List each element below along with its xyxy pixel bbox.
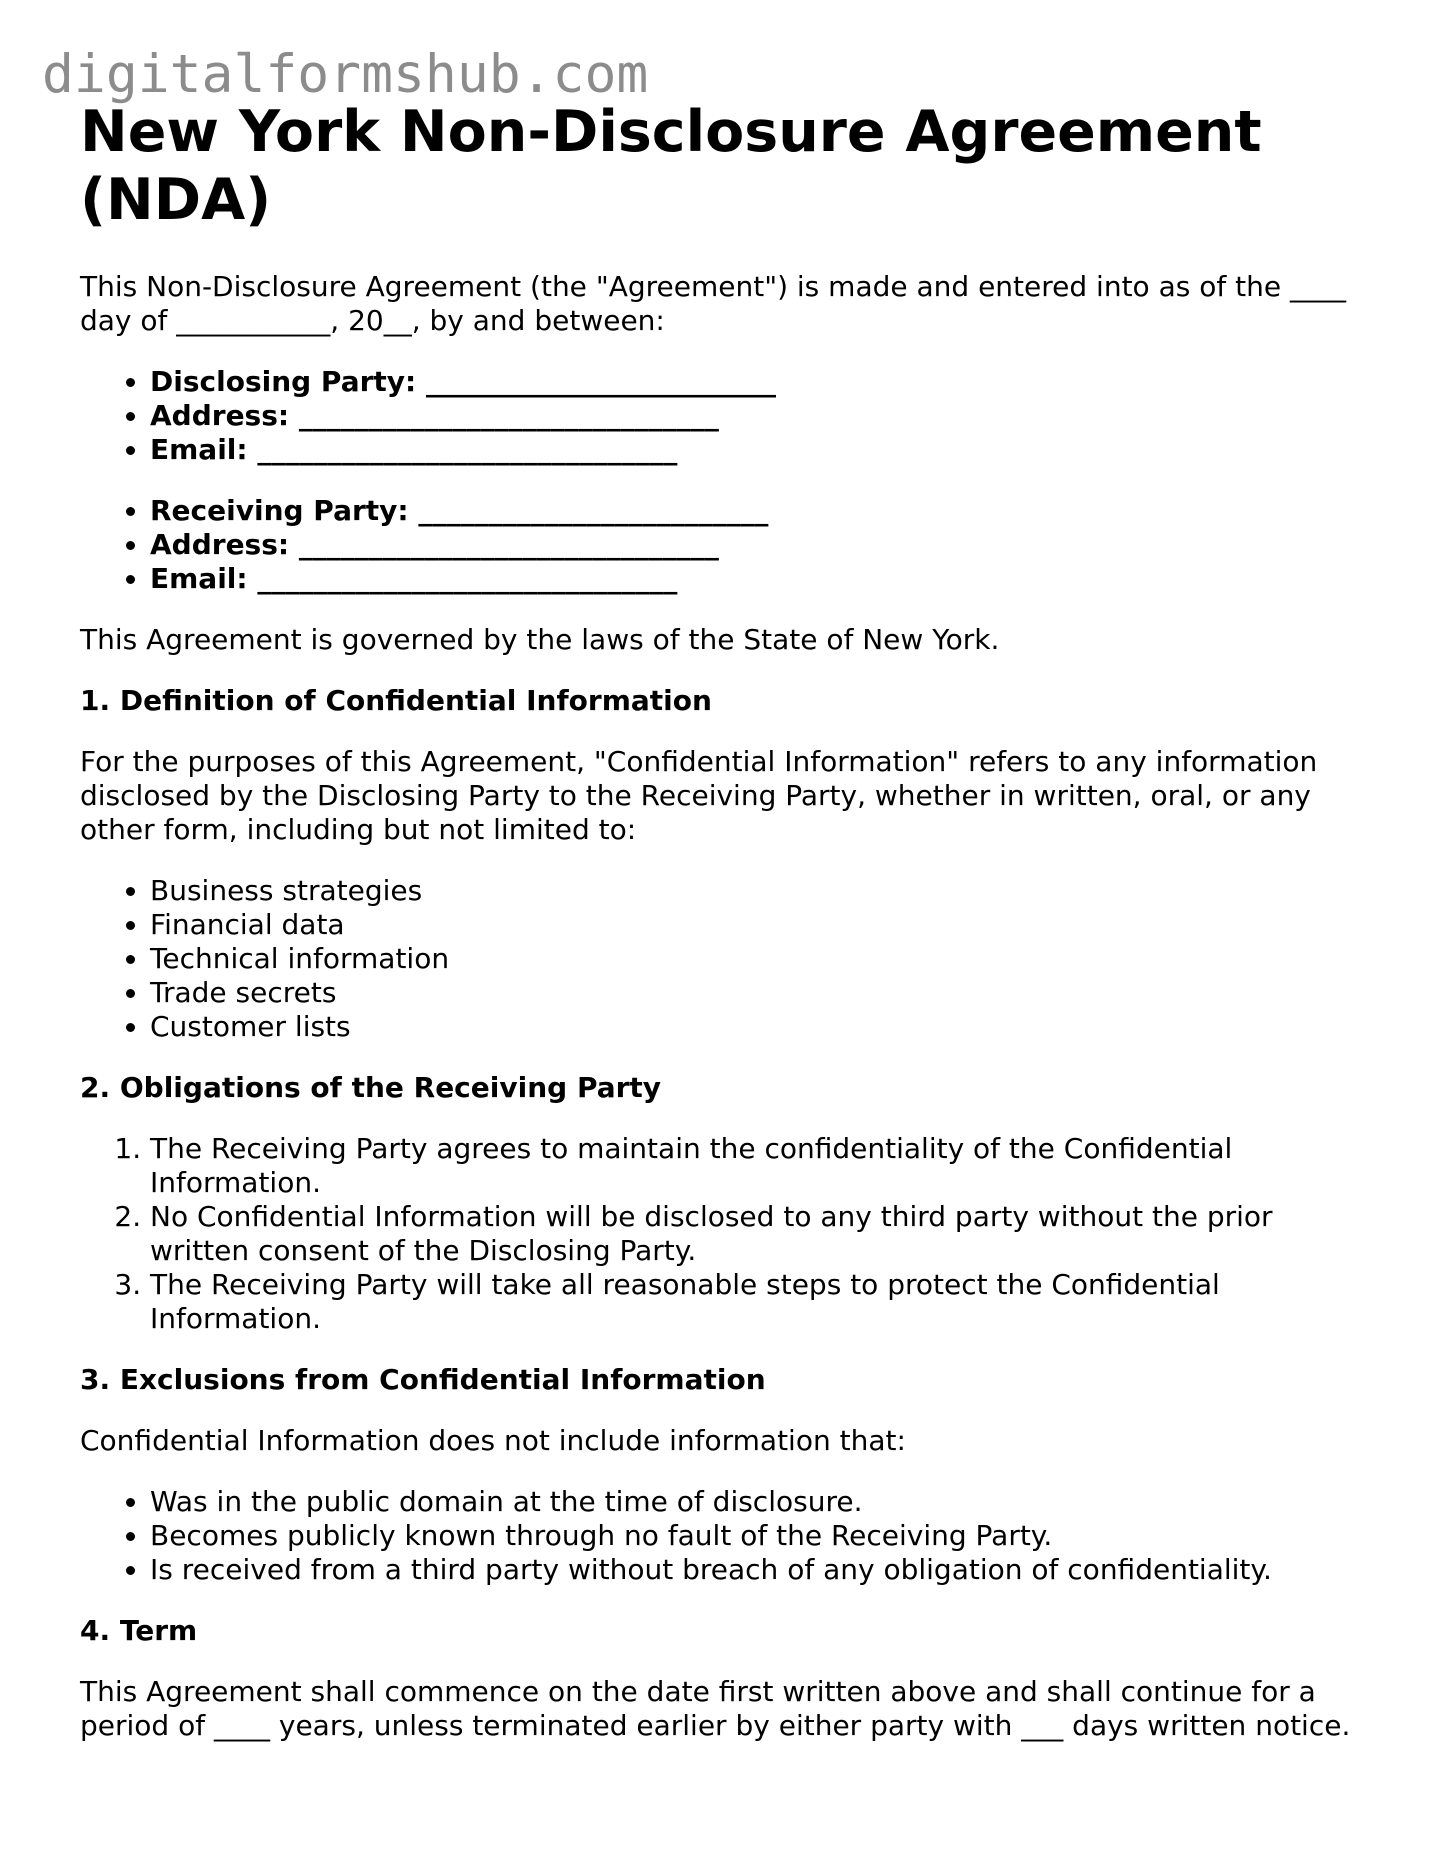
obligations-list [80,1132,1380,1336]
list-item: • Is received from a third party without breach of any obligation of confidentiality. [150,1553,1380,1587]
document-body [80,98,1380,1770]
disclosing-party-name-field: • Disclosing Party: _________________________ [150,365,1380,399]
list-item: • Business strategies [150,874,1380,908]
receiving-party-list [80,494,1380,596]
list-item: • Financial data [150,908,1380,942]
disclosing-party-list [80,365,1380,467]
watermark-text: digitalformshub.com [42,44,649,105]
list-item: • Was in the public domain at the time of disclosure. [150,1485,1380,1519]
section-4-heading: 4. Term [80,1614,198,1647]
list-item: 2. No Confidential Information will be disclosed to any third party without the prior written consent of the Disclosing Party. [150,1200,1380,1268]
list-item: 1. The Receiving Party agrees to maintain the confidentiality of the Confidential Information. [150,1132,1380,1200]
receiving-party-address-field: • Address: ______________________________ [150,528,1380,562]
section-1-text: For the purposes of this Agreement, "Confidential Information" refers to any information disclosed by the Disclosing Party to the Receiving Party, whether in written, oral, or any other form, including but not limited to: [80,745,1318,846]
document-title: New York Non-Disclosure Agreement (NDA) [80,99,1262,233]
section-2-heading: 2. Obligations of the Receiving Party [80,1071,662,1104]
section-1-heading: 1. Definition of Confidential Information [80,684,712,717]
intro-paragraph: This Non-Disclosure Agreement (the "Agreement") is made and entered into as of the ____ day of ___________, 20__, by and between: [80,270,1346,337]
receiving-party-name-field: • Receiving Party: _________________________ [150,494,1380,528]
section-4-text: This Agreement shall commence on the date first written above and shall continue for a period of ____ years, unless terminated earlier by either party with ___ days written notice. [80,1675,1351,1742]
confidential-info-list [80,874,1380,1044]
receiving-party-email-field: • Email: ______________________________ [150,562,1380,596]
governing-law-paragraph: This Agreement is governed by the laws of the State of New York. [80,623,1000,656]
disclosing-party-address-field: • Address: ______________________________ [150,399,1380,433]
list-item: • Technical information [150,942,1380,976]
list-item: • Customer lists [150,1010,1380,1044]
list-item: • Becomes publicly known through no fault of the Receiving Party. [150,1519,1380,1553]
disclosing-party-email-field: • Email: ______________________________ [150,433,1380,467]
section-3-heading: 3. Exclusions from Confidential Information [80,1363,766,1396]
list-item: • Trade secrets [150,976,1380,1010]
exclusions-list [80,1485,1380,1587]
section-3-text: Confidential Information does not include information that: [80,1424,906,1457]
list-item: 3. The Receiving Party will take all reasonable steps to protect the Confidential Information. [150,1268,1380,1336]
